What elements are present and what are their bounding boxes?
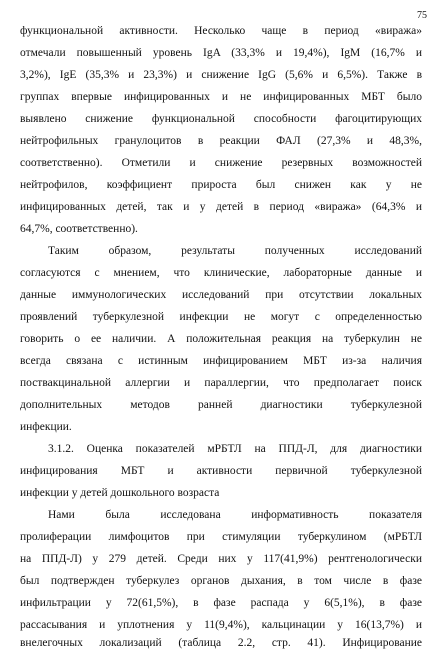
text-line: говорить о ее наличии. А положительная реакция на туберкулин не: [20, 333, 422, 345]
text-line: соответственно). Отметили и снижение резервных возможностей: [20, 157, 422, 169]
text-line: дополнительных методов ранней диагностики туберкулезной: [20, 399, 422, 411]
text-line: пролиферации лимфоцитов при стимуляции туберкулином (мРБТЛ: [20, 531, 422, 543]
text-line: функциональной активности. Несколько чаще в период «виража»: [20, 25, 422, 37]
text-line: инфицированных детей, так и у детей в период «виража» (64,3% и: [20, 201, 422, 213]
text-line: инфильтрации у 72(61,5%), в фазе распада у 6(5,1%), в фазе: [20, 597, 422, 609]
text-line: отмечали повышенный уровень IgA (33,3% и 19,4%), IgM (16,7% и: [20, 47, 422, 59]
text-line: согласуются с мнением, что клинические, лабораторные данные и: [20, 267, 422, 279]
text-line: был подтвержден туберкулез органов дыхания, в том числе в фазе: [20, 575, 422, 587]
text-line: инфекции.: [20, 421, 72, 433]
text-line: нейтрофильных гранулоцитов в реакции ФАЛ (27,3% и 48,3%,: [20, 135, 422, 147]
text-line: на ППД-Л) у 279 детей. Среди них у 117(41,9%) рентгенологически: [20, 553, 422, 565]
page-number: 75: [417, 10, 427, 21]
text-line: проявлений туберкулезной инфекции не могут с определенностью: [20, 311, 422, 323]
section-heading-line: 3.1.2. Оценка показателей мРБТЛ на ППД-Л, для диагностики: [48, 443, 422, 455]
text-line: данные иммунологических исследований при отсутствии локальных: [20, 289, 422, 301]
text-line: Нами была исследована информативность показателя: [48, 509, 422, 521]
text-line: 64,7%, соответственно).: [20, 223, 138, 235]
section-heading-line: инфекции у детей дошкольного возраста: [20, 487, 220, 499]
text-line: 3,2%), IgE (35,3% и 23,3%) и снижение IgG (5,6% и 6,5%). Также в: [20, 69, 422, 81]
text-line: выявлено снижение функциональной способности фагоцитирующих: [20, 113, 422, 125]
text-line: внелегочных локализаций (таблица 2.2, стр. 41). Инфицирование: [20, 637, 422, 649]
text-line: нейтрофилов, коэффициент прироста был снижен как у не: [20, 179, 422, 191]
text-line: всегда связана с истинным инфицированием МБТ из-за наличия: [20, 355, 422, 367]
text-line: Таким образом, результаты полученных исследований: [48, 245, 422, 257]
text-line: поствакцинальной аллергии и параллергии, что предполагает поиск: [20, 377, 422, 389]
section-heading-line: инфицирования МБТ и активности первичной туберкулезной: [20, 465, 422, 477]
text-line: группах впервые инфицированных и не инфицированных МБТ было: [20, 91, 422, 103]
text-line: рассасывания и уплотнения у 11(9,4%), кальцинации у 16(13,7%) и: [20, 619, 422, 631]
